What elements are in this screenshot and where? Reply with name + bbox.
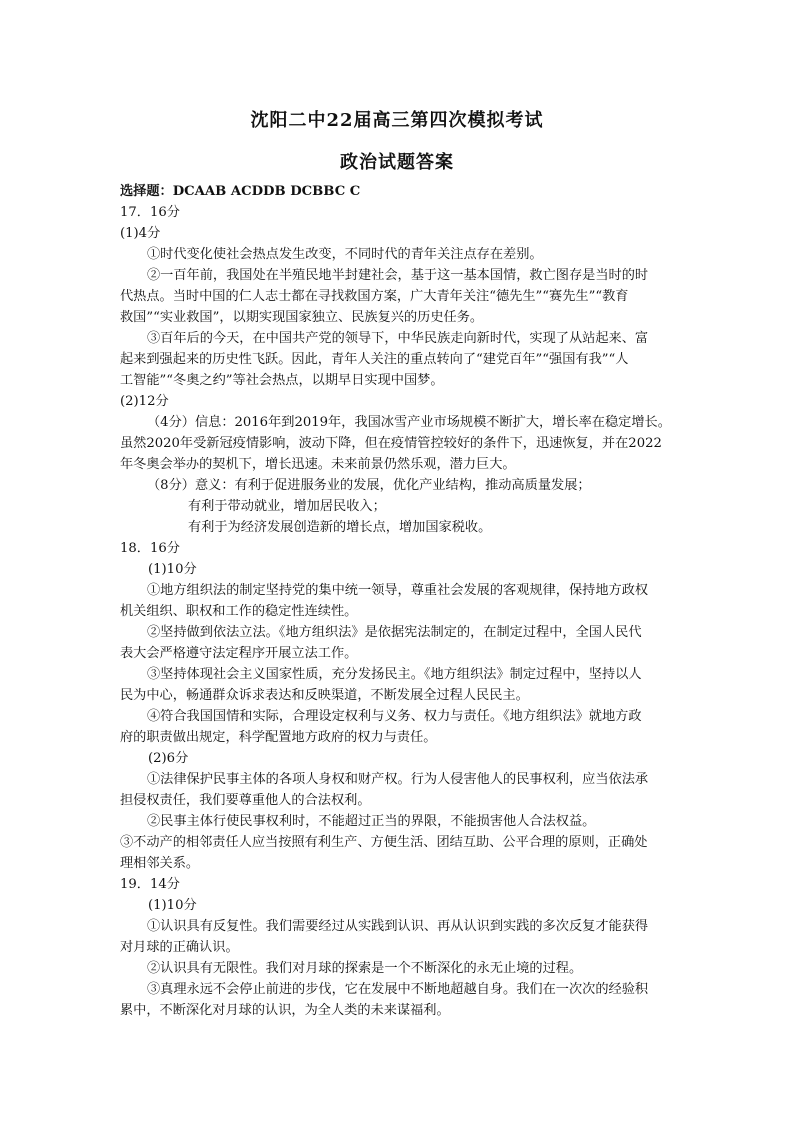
q17-part2-header: (2)12分 xyxy=(120,394,169,409)
q19-point-3: ③真理永远不会停止前进的步伐，它在发展中不断地超越自身。我们在一次次的经验积 xyxy=(147,982,649,997)
q19-part1-header: (1)10分 xyxy=(148,898,197,913)
q17-significance-2: 有利于带动就业，增加居民收入； xyxy=(188,499,386,514)
q18-point-4: ④符合我国国情和实际，合理设定权利与义务、权力与责任。《地方组织法》就地方政 xyxy=(147,709,642,724)
q18-part2-header: (2)6分 xyxy=(148,751,189,766)
question-17-header: 17．16分 xyxy=(120,205,180,220)
text-line: 工智能”“冬奥之约”等社会热点，以期早日实现中国梦。 xyxy=(120,373,444,388)
q17-info-paragraph: （4分）信息：2016年到2019年，我国冰雪产业市场规模不断扩大，增长率在稳定增长。 xyxy=(147,415,671,430)
q19-point-2: ②认识具有无限性。我们对月球的探索是一个不断深化的永无止境的过程。 xyxy=(147,961,583,976)
q17-significance: （8分）意义：有利于促进服务业的发展，优化产业结构，推动高质量发展； xyxy=(147,478,591,493)
text-line: 理相邻关系。 xyxy=(120,856,200,871)
text-line: 年冬奥会举办的契机下，增长迅速。未来前景仍然乐观，潜力巨大。 xyxy=(120,457,516,472)
text-line: 累中，不断深化对月球的认识，为全人类的未来谋福利。 xyxy=(120,1003,450,1018)
q17-point-1: ①时代变化使社会热点发生改变，不同时代的青年关注点存在差别。 xyxy=(147,247,543,262)
q18-point-2: ②坚持做到依法立法。《地方组织法》是依据宪法制定的，在制定过程中，全国人民代 xyxy=(147,625,642,640)
q17-significance-3: 有利于为经济发展创造新的增长点，增加国家税收。 xyxy=(188,520,492,535)
text-line: 虽然2020年受新冠疫情影响，波动下降，但在疫情管控较好的条件下，迅速恢复，并在2022 xyxy=(120,436,662,451)
q18-part1-header: (1)10分 xyxy=(148,562,197,577)
q17-point-3: ③百年后的今天，在中国共产党的领导下，中华民族走向新时代，实现了从站起来、富 xyxy=(147,331,649,346)
q17-part1-header: (1)4分 xyxy=(120,226,161,241)
document-title: 沈阳二中22届高三第四次模拟考试 xyxy=(250,110,544,131)
text-line: 民为中心，畅通群众诉求表达和反映渠道，不断发展全过程人民民主。 xyxy=(120,688,529,703)
text-line: 起来到强起来的历史性飞跃。因此，青年人关注的重点转向了“建党百年”“强国有我”“人 xyxy=(120,352,629,367)
text-line: 救国”“实业救国”，以期实现国家独立、民族复兴的历史任务。 xyxy=(120,310,484,325)
q18-part2-point-1: ①法律保护民事主体的各项人身权和财产权。行为人侵害他人的民事权利，应当依法承 xyxy=(147,772,649,787)
text-line: 府的职责做出规定，科学配置地方政府的权力与责任。 xyxy=(120,730,437,745)
text-line: 表大会严格遵守法定程序开展立法工作。 xyxy=(120,646,358,661)
text-line: 担侵权责任，我们要尊重他人的合法权利。 xyxy=(120,793,371,808)
choice-answers: 选择题：DCAAB ACDDB DCBBC C xyxy=(120,184,361,199)
q18-point-3: ③坚持体现社会主义国家性质，充分发扬民主。《地方组织法》制定过程中，坚持以人 xyxy=(147,667,642,682)
q18-part2-point-2: ②民事主体行使民事权利时，不能超过正当的界限，不能损害他人合法权益。 xyxy=(147,814,596,829)
q18-part2-point-3: ③不动产的相邻责任人应当按照有利生产、方便生活、团结互助、公平合理的原则，正确处 xyxy=(120,835,648,850)
question-18-header: 18．16分 xyxy=(120,541,180,556)
question-19-header: 19．14分 xyxy=(120,877,180,892)
text-line: 对月球的正确认识。 xyxy=(120,940,239,955)
q18-point-1: ①地方组织法的制定坚持党的集中统一领导，尊重社会发展的客观规律，保持地方政权 xyxy=(147,583,649,598)
q17-point-2: ②一百年前，我国处在半殖民地半封建社会，基于这一基本国情，救亡图存是当时的时 xyxy=(147,268,649,283)
q19-point-1: ①认识具有反复性。我们需要经过从实践到认识、再从认识到实践的多次反复才能获得 xyxy=(147,919,649,934)
document-subtitle: 政治试题答案 xyxy=(340,152,454,173)
text-line: 机关组织、职权和工作的稳定性连续性。 xyxy=(120,604,358,619)
text-line: 代热点。当时中国的仁人志士都在寻找救国方案，广大青年关注“德先生”“赛先生”“教育 xyxy=(120,289,629,304)
